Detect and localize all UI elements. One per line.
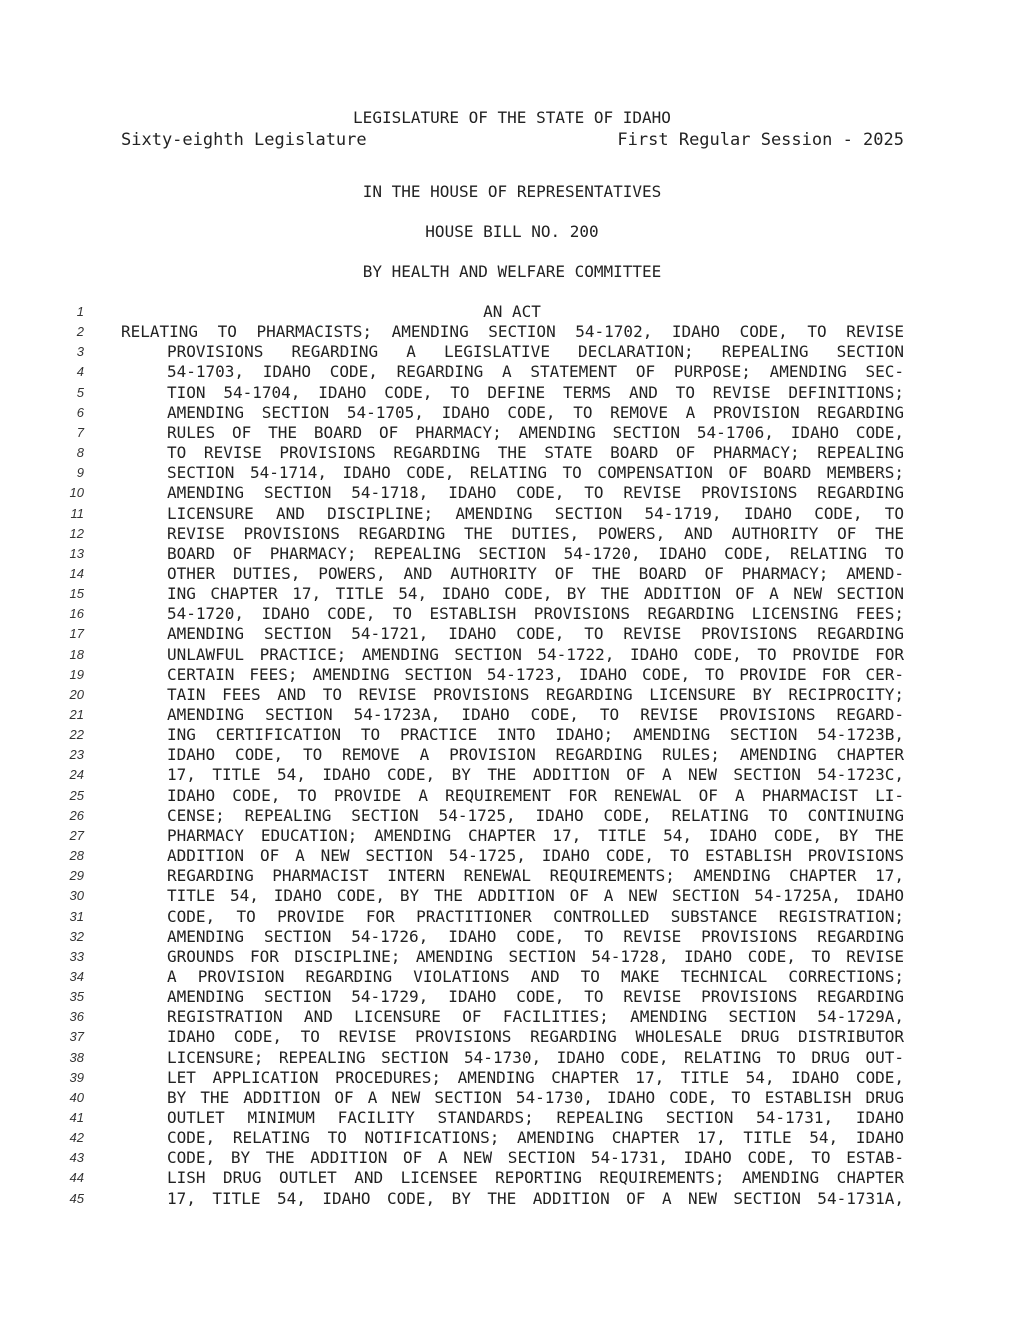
bill-text-line: BY THE ADDITION OF A NEW SECTION 54-1730, IDAHO CODE, TO ESTABLISH DRUG xyxy=(167,1088,904,1107)
line-number: 39 xyxy=(69,1070,84,1085)
bill-text-line: AMENDING SECTION 54-1718, IDAHO CODE, TO REVISE PROVISIONS REGARDING xyxy=(167,483,904,502)
legislature-number: Sixty-eighth Legislature xyxy=(121,130,367,150)
chamber-heading: IN THE HOUSE OF REPRESENTATIVES xyxy=(362,182,662,201)
bill-text-line: IDAHO CODE, TO PROVIDE A REQUIREMENT FOR RENEWAL OF A PHARMACIST LI- xyxy=(167,786,904,805)
line-number: 13 xyxy=(69,546,84,561)
act-title: AN ACT xyxy=(483,302,541,321)
line-number: 22 xyxy=(69,727,84,742)
bill-text-line: PROVISIONS REGARDING A LEGISLATIVE DECLARATION; REPEALING SECTION xyxy=(167,342,904,361)
bill-text-line: TITLE 54, IDAHO CODE, BY THE ADDITION OF A NEW SECTION 54-1725A, IDAHO xyxy=(167,886,904,905)
bill-text-line: PHARMACY EDUCATION; AMENDING CHAPTER 17, TITLE 54, IDAHO CODE, BY THE xyxy=(167,826,904,845)
line-number: 43 xyxy=(69,1150,84,1165)
line-number: 11 xyxy=(70,506,84,521)
line-number: 9 xyxy=(76,465,84,480)
bill-text-line: OTHER DUTIES, POWERS, AND AUTHORITY OF THE BOARD OF PHARMACY; AMEND- xyxy=(167,564,904,583)
line-number: 44 xyxy=(69,1170,84,1185)
line-number: 25 xyxy=(69,788,84,803)
bill-text-line: IDAHO CODE, TO REMOVE A PROVISION REGARDING RULES; AMENDING CHAPTER xyxy=(167,745,904,764)
line-number: 1 xyxy=(76,304,84,319)
line-number: 12 xyxy=(69,526,84,541)
bill-text-line: 54-1703, IDAHO CODE, REGARDING A STATEMENT OF PURPOSE; AMENDING SEC- xyxy=(167,362,904,381)
bill-text-line: ING CHAPTER 17, TITLE 54, IDAHO CODE, BY THE ADDITION OF A NEW SECTION xyxy=(167,584,904,603)
bill-text-line: AMENDING SECTION 54-1705, IDAHO CODE, TO REMOVE A PROVISION REGARDING xyxy=(167,403,904,422)
bill-text-line: LET APPLICATION PROCEDURES; AMENDING CHAPTER 17, TITLE 54, IDAHO CODE, xyxy=(167,1068,904,1087)
line-number: 18 xyxy=(69,647,84,662)
session-label: First Regular Session - 2025 xyxy=(617,130,904,150)
line-number: 5 xyxy=(76,385,84,400)
line-number: 36 xyxy=(69,1009,84,1024)
line-number: 17 xyxy=(69,626,84,641)
bill-text-line: RELATING TO PHARMACISTS; AMENDING SECTION 54-1702, IDAHO CODE, TO REVISE xyxy=(121,322,904,341)
bill-text-line: LICENSURE AND DISCIPLINE; AMENDING SECTION 54-1719, IDAHO CODE, TO xyxy=(167,504,904,523)
line-number: 21 xyxy=(69,707,84,722)
line-number: 2 xyxy=(76,324,84,339)
line-number: 42 xyxy=(69,1130,84,1145)
bill-text-line: GROUNDS FOR DISCIPLINE; AMENDING SECTION 54-1728, IDAHO CODE, TO REVISE xyxy=(167,947,904,966)
bill-number: HOUSE BILL NO. 200 xyxy=(425,222,599,241)
line-number: 27 xyxy=(69,828,84,843)
bill-text-line: IDAHO CODE, TO REVISE PROVISIONS REGARDING WHOLESALE DRUG DISTRIBUTOR xyxy=(167,1027,904,1046)
line-number: 26 xyxy=(69,808,84,823)
bill-text-line: RULES OF THE BOARD OF PHARMACY; AMENDING SECTION 54-1706, IDAHO CODE, xyxy=(167,423,904,442)
bill-text-line: TO REVISE PROVISIONS REGARDING THE STATE BOARD OF PHARMACY; REPEALING xyxy=(167,443,904,462)
bill-text-line: AMENDING SECTION 54-1721, IDAHO CODE, TO REVISE PROVISIONS REGARDING xyxy=(167,624,904,643)
bill-text-line: AMENDING SECTION 54-1723A, IDAHO CODE, TO REVISE PROVISIONS REGARD- xyxy=(167,705,904,724)
line-number: 38 xyxy=(69,1050,84,1065)
bill-text-line: CERTAIN FEES; AMENDING SECTION 54-1723, IDAHO CODE, TO PROVIDE FOR CER- xyxy=(167,665,904,684)
bill-text-line: ING CERTIFICATION TO PRACTICE INTO IDAHO; AMENDING SECTION 54-1723B, xyxy=(167,725,904,744)
bill-text-line: BOARD OF PHARMACY; REPEALING SECTION 54-1720, IDAHO CODE, RELATING TO xyxy=(167,544,904,563)
line-number: 7 xyxy=(76,425,84,440)
bill-text-line: OUTLET MINIMUM FACILITY STANDARDS; REPEALING SECTION 54-1731, IDAHO xyxy=(167,1108,904,1127)
bill-text-line: REGARDING PHARMACIST INTERN RENEWAL REQUIREMENTS; AMENDING CHAPTER 17, xyxy=(167,866,904,885)
bill-text-line: A PROVISION REGARDING VIOLATIONS AND TO MAKE TECHNICAL CORRECTIONS; xyxy=(167,967,904,986)
line-number: 23 xyxy=(69,747,84,762)
bill-text-line: LISH DRUG OUTLET AND LICENSEE REPORTING REQUIREMENTS; AMENDING CHAPTER xyxy=(167,1168,904,1187)
line-number: 8 xyxy=(76,445,84,460)
line-number: 32 xyxy=(69,929,84,944)
line-number: 30 xyxy=(69,888,84,903)
bill-text-line: CODE, RELATING TO NOTIFICATIONS; AMENDING CHAPTER 17, TITLE 54, IDAHO xyxy=(167,1128,904,1147)
line-number: 24 xyxy=(69,767,84,782)
line-number: 31 xyxy=(69,909,84,924)
bill-text-line: AMENDING SECTION 54-1726, IDAHO CODE, TO REVISE PROVISIONS REGARDING xyxy=(167,927,904,946)
bill-text-line: CODE, BY THE ADDITION OF A NEW SECTION 54-1731, IDAHO CODE, TO ESTAB- xyxy=(167,1148,904,1167)
bill-text-line: REGISTRATION AND LICENSURE OF FACILITIES; AMENDING SECTION 54-1729A, xyxy=(167,1007,904,1026)
sponsor-line: BY HEALTH AND WELFARE COMMITTEE xyxy=(362,262,662,281)
bill-text-line: 17, TITLE 54, IDAHO CODE, BY THE ADDITION OF A NEW SECTION 54-1731A, xyxy=(167,1189,904,1208)
line-number: 45 xyxy=(69,1191,84,1206)
bill-text-line: UNLAWFUL PRACTICE; AMENDING SECTION 54-1722, IDAHO CODE, TO PROVIDE FOR xyxy=(167,645,904,664)
line-number: 34 xyxy=(69,969,84,984)
line-number: 37 xyxy=(69,1029,84,1044)
line-number: 20 xyxy=(69,687,84,702)
bill-text-line: 17, TITLE 54, IDAHO CODE, BY THE ADDITION OF A NEW SECTION 54-1723C, xyxy=(167,765,904,784)
bill-text-line: AMENDING SECTION 54-1729, IDAHO CODE, TO REVISE PROVISIONS REGARDING xyxy=(167,987,904,1006)
bill-text-line: 54-1720, IDAHO CODE, TO ESTABLISH PROVISIONS REGARDING LICENSING FEES; xyxy=(167,604,904,623)
line-number: 29 xyxy=(69,868,84,883)
line-number: 33 xyxy=(69,949,84,964)
line-number: 41 xyxy=(69,1110,84,1125)
bill-text-line: ADDITION OF A NEW SECTION 54-1725, IDAHO CODE, TO ESTABLISH PROVISIONS xyxy=(167,846,904,865)
line-number: 14 xyxy=(69,566,84,581)
line-number: 3 xyxy=(76,344,84,359)
bill-text-line: SECTION 54-1714, IDAHO CODE, RELATING TO COMPENSATION OF BOARD MEMBERS; xyxy=(167,463,904,482)
bill-text-line: CODE, TO PROVIDE FOR PRACTITIONER CONTROLLED SUBSTANCE REGISTRATION; xyxy=(167,907,904,926)
legislature-title: LEGISLATURE OF THE STATE OF IDAHO xyxy=(353,108,671,127)
line-number: 40 xyxy=(69,1090,84,1105)
line-number: 19 xyxy=(69,667,84,682)
line-number: 6 xyxy=(76,405,84,420)
bill-text-line: CENSE; REPEALING SECTION 54-1725, IDAHO CODE, RELATING TO CONTINUING xyxy=(167,806,904,825)
line-number: 15 xyxy=(69,586,84,601)
bill-text-line: LICENSURE; REPEALING SECTION 54-1730, IDAHO CODE, RELATING TO DRUG OUT- xyxy=(167,1048,904,1067)
line-number: 16 xyxy=(69,606,84,621)
line-number: 28 xyxy=(69,848,84,863)
line-number: 10 xyxy=(69,485,84,500)
bill-text-line: TAIN FEES AND TO REVISE PROVISIONS REGARDING LICENSURE BY RECIPROCITY; xyxy=(167,685,904,704)
line-number: 35 xyxy=(69,989,84,1004)
bill-text-line: TION 54-1704, IDAHO CODE, TO DEFINE TERMS AND TO REVISE DEFINITIONS; xyxy=(167,383,904,402)
line-number: 4 xyxy=(76,364,84,379)
bill-text-line: REVISE PROVISIONS REGARDING THE DUTIES, POWERS, AND AUTHORITY OF THE xyxy=(167,524,904,543)
